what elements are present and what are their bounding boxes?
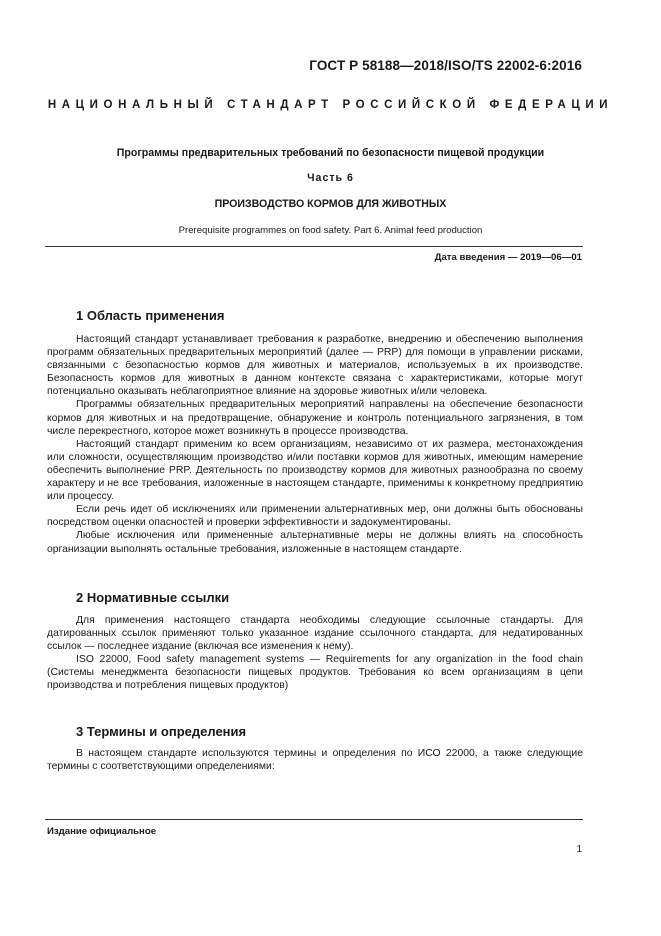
document-subtitle: Программы предварительных требований по безопасности пищевой продукции — [116, 147, 545, 159]
page-number: 1 — [576, 844, 582, 855]
english-title: Prerequisite programmes on food safety. Part 6. Animal feed production — [178, 225, 483, 236]
paragraph: В настоящем стандарте используются термины и определения по ИСО 22000, а также следующие термины с соответствующими определениями: — [47, 748, 583, 773]
paragraph: Настоящий стандарт устанавливает требования к разработке, внедрению и обеспечению выполнения программ обязательных предварительных мероприятий (далее — PRP) для помощи в управлении рисками, связанными с безопасностью кормов для животных и материалов, используемых в их производстве. Безопасность кормов для животных в данном контексте связана с характеристиками, которые могут потенциально оказывать неблагоприятное влияние на здоровье животных и/или человека. — [47, 334, 583, 398]
document-topic: ПРОИЗВОДСТВО КОРМОВ ДЛЯ ЖИВОТНЫХ — [214, 198, 447, 210]
paragraph: Настоящий стандарт применим ко всем организациям, независимо от их размера, местонахождения или сложности, осуществляющим производство и/или поставки кормов для животных, имеющим намерение обеспечить выполнение PRP. Деятельность по производству кормов для животных разнообразна по своему характеру и не все требования, изложенные в настоящем стандарте, применимы к конкретному предприятию или процессу. — [47, 438, 583, 503]
paragraph: Если речь идет об исключениях или применении альтернативных мер, они должны быть обоснованы посредством оценки опасностей и проверки эффективности и задокументированы. — [47, 504, 583, 529]
introduction-date: Дата введения — 2019—06—01 — [434, 252, 582, 263]
section-1-body — [47, 333, 583, 556]
national-standard-banner: НАЦИОНАЛЬНЫЙ СТАНДАРТ РОССИЙСКОЙ ФЕДЕРАЦИИ — [47, 99, 614, 111]
section-3-body — [47, 747, 583, 773]
top-divider — [45, 246, 583, 247]
standard-designation: ГОСТ Р 58188—2018/ISO/TS 22002-6:2016 — [309, 58, 582, 73]
section-2-body — [47, 614, 583, 693]
paragraph: Для применения настоящего стандарта необходимы следующие ссылочные стандарты. Для датированных ссылок применяют только указанное издание ссылочного стандарта, для недатированных ссылок — последнее издание (включая все изменения к нему). — [47, 615, 583, 653]
paragraph: Программы обязательных предварительных мероприятий направлены на обеспечение безопасности кормов для животных и на предотвращение, обнаружение и контроль потенциального загрязнения, в том числе перекрестного, которое может возникнуть в процессе производства. — [47, 399, 583, 437]
footer-divider — [45, 819, 583, 820]
section-1-heading: 1 Область применения — [76, 308, 225, 323]
section-2-heading: 2 Нормативные ссылки — [76, 590, 230, 605]
section-3-heading: 3 Термины и определения — [76, 724, 247, 739]
paragraph: ISO 22000, Food safety management systems — Requirements for any organization in the food chain (Системы менеджмента безопасности пищевых продуктов. Требования ко всем организациям в цепи производства и потребления пищевых продуктов) — [47, 654, 583, 692]
official-edition-label: Издание официальное — [47, 826, 157, 837]
part-number: Часть 6 — [307, 172, 354, 184]
paragraph: Любые исключения или примененные альтернативные меры не должны влиять на способность организации выполнять остальные требования, изложенные в настоящем стандарте. — [47, 530, 583, 555]
